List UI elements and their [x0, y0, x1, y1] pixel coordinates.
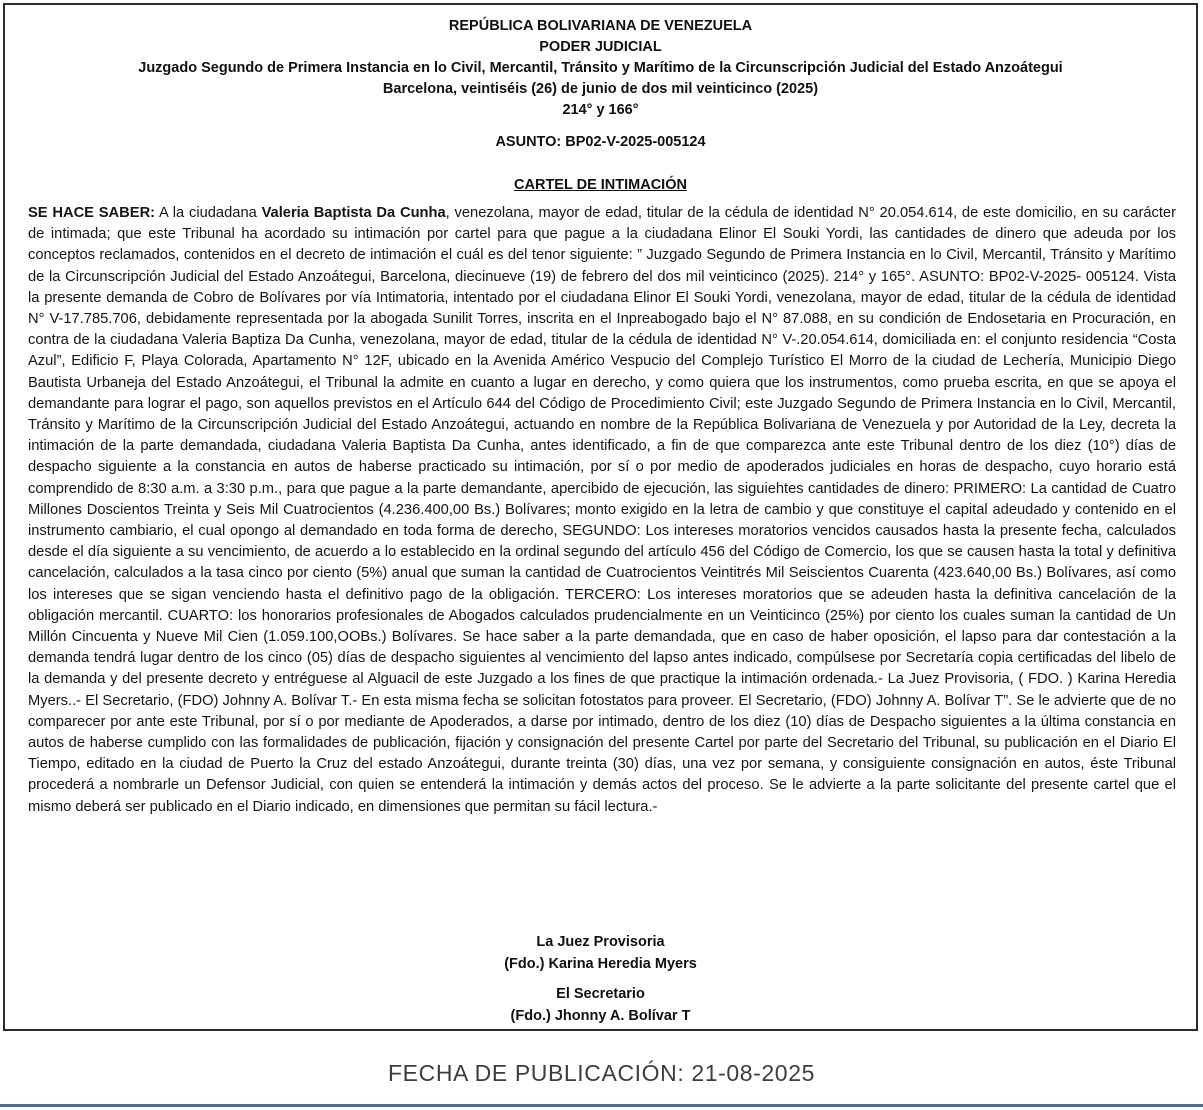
case-number: ASUNTO: BP02-V-2025-005124 — [495, 134, 706, 150]
notice-body — [28, 203, 1176, 818]
secretary-signature: (Fdo.) Jhonny A. Bolívar T — [510, 1008, 691, 1024]
intimada-name: Valeria Baptista Da Cunha — [261, 205, 446, 221]
legal-notice-frame — [3, 3, 1198, 1031]
secretary-title: El Secretario — [556, 986, 645, 1002]
header-judicial-power: PODER JUDICIAL — [539, 39, 662, 55]
judge-title: La Juez Provisoria — [536, 934, 665, 950]
footer-divider — [0, 1104, 1203, 1107]
publication-date: FECHA DE PUBLICACIÓN: 21-08-2025 — [388, 1060, 815, 1086]
cartel-title: CARTEL DE INTIMACIÓN — [514, 177, 687, 193]
judge-signature: (Fdo.) Karina Heredia Myers — [504, 956, 697, 972]
header-date: Barcelona, veintiséis (26) de junio de dos mil veinticinco (2025) — [382, 81, 819, 97]
header-court-name: Juzgado Segundo de Primera Instancia en lo Civil, Mercantil, Tránsito y Marítimo de la Circunscripción Judicial del Estado Anzoátegui — [138, 60, 1063, 76]
header-republic: REPÚBLICA BOLIVARIANA DE VENEZUELA — [448, 18, 753, 34]
body-text-a: A la ciudadana — [155, 205, 262, 221]
header-years: 214° y 166° — [562, 102, 639, 118]
lead-label: SE HACE SABER: — [28, 205, 156, 221]
body-text-b: , venezolana, mayor de edad, titular de la cédula de identidad N° 20.054.614, de este domicilio, en su carácter de intimada; que este Tribunal ha acordado su intimación por cartel para que pague a la ciudadana Elinor El Souki Yordi, las cantidades de dinero que adeuda por los conceptos reclamados, contenidos en el decreto de intimación el cuál es del tenor siguiente: ” Juzgado Segundo de Primera Instancia en lo Civil, Mercantil, Tránsito y Marítimo de la Circunscripción Judicial del Estado Anzoátegui, Barcelona, diecinueve (19) de febrero del dos mil veinticinco (2025). 214° y 165°. ASUNTO: BP02-V-2025- 005124. Vista la presente demanda de Cobro de Bolívares por vía Intimatoria, intentado por el ciudadana Elinor El Souki Yordi, venezolana, mayor de edad, titular de la cédula de identidad N° V-17.785.706, debidamente representada por la abogada Sunilit Torres, inscrita en el Inpreabogado bajo el N° 87.088, en su condición de Endosetaria en Procuración, en contra de la ciudadana Valeria Baptiza Da Cunha, venezolana, mayor de edad, titular de la cédula de identidad N° V-.20.054.614, domiciliada en: el conjunto residencia “Costa Azul”, Edificio F, Playa Colorada, Apartamento N° 12F, ubicado en la Avenida Américo Vespucio del Complejo Turístico El Morro de la ciudad de Lechería, Municipio Diego Bautista Urbaneja del Estado Anzoátegui, el Tribunal la admite en cuanto a lugar en derecho, y como quiera que los instrumentos, como prueba escrita, en que se apoya el demandante para lograr el pago, son aquellos previstos en el Artículo 644 del Código de Procedimiento Civil; este Juzgado Segundo de Primera Instancia en lo Civil, Mercantil, Tránsito y Marítimo de la Circunscripción Judicial del Estado Anzoátegui, actuando en nombre de la República Bolivariana de Venezuela y por Autoridad de la Ley, decreta la intimación de la parte demandada, ciudadana Valeria Baptista Da Cunha, antes identificado, a fin de que comparezca ante este Tribunal dentro de los diez (10°) días de despacho siguiente a la constancia en autos de haberse practicado su intimación, por sí o por medio de apoderados judiciales en horas de despacho, cuyo horario está comprendido de 8:30 a.m. a 3:30 p.m., para que pague a la parte demandante, apercibido de ejecución, las siguiehtes cantidades de dinero: PRIMERO: La cantidad de Cuatro Millones Doscientos Treinta y Seis Mil Cuatrocientos (4.236.400,00 Bs.) Bolívares; monto exigido en la letra de cambio y que constituye el capital adeudado y contenido en el instrumento cambiario, el cual opongo al demandado en toda forma de derecho, SEGUNDO: Los intereses moratorios vencidos causados hasta la presente fecha, calculados desde el día siguiente a su vencimiento, de acuerdo a lo establecido en la ordinal segundo del artículo 456 del Código de Comercio, los que se causen hasta la total y definitiva cancelación, calculados a la tasa cinco por ciento (5%) anual que suman la cantidad de Cuatrocientos Veintitrés Mil Seiscientos Cuarenta (423.640,00 Bs.) Bolívares, así como los intereses que se sigan venciendo hasta el definitivo pago de la obligación. TERCERO: Los intereses moratorios que se adeuden hasta la definitiva cancelación de la obligación mercantil. CUARTO: los honorarios profesionales de Abogados calculados prudencialmente en un Veinticinco (25%) por ciento los cuales suman la cantidad de Un Millón Cincuenta y Nueve Mil Cien (1.059.100,OOBs.) Bolívares. Se hace saber a la parte demandada, que en caso de haber oposición, el lapso para dar contestación a la demanda tendrá lugar dentro de los cinco (05) días de despacho siguientes al vencimiento del lapso antes indicado, compúlsese por Secretaría copia certificadas del libelo de la demanda y del presente decreto y entréguese al Alguacil de este Juzgado a los fines de que practique la intimación ordenada.- La Juez Provisoria, ( FDO. ) Karina Heredia Myers..- El Secretario, (FDO) Johnny A. Bolívar T.- En esta misma fecha se solicitan fotostatos para proveer. El Secretario, (FDO) Johnny A. Bolívar T”. Se le advierte que de no comparecer por ante este Tribunal, por sí o por mediante de Apoderados, a darse por intimado, dentro de los diez (10) días de Despacho siguientes a la última constancia en autos de haberse cumplido con las formalidades de publicación, fijación y consignación del presente Cartel por parte del Secretario del Tribunal, su publicación en el Diario El Tiempo, editado en la ciudad de Puerto la Cruz del estado Anzoátegui, durante treinta (30) días, una vez por semana, y consiguiente consignación en autos, éste Tribunal procederá a nombrarle un Defensor Judicial, con quien se entenderá la intimación y demás actos del proceso. Se le advierte a la parte solicitante del presente cartel que el mismo deberá ser publicado en el Diario indicado, en dimensiones que permitan su fácil lectura.- — [28, 205, 1176, 815]
